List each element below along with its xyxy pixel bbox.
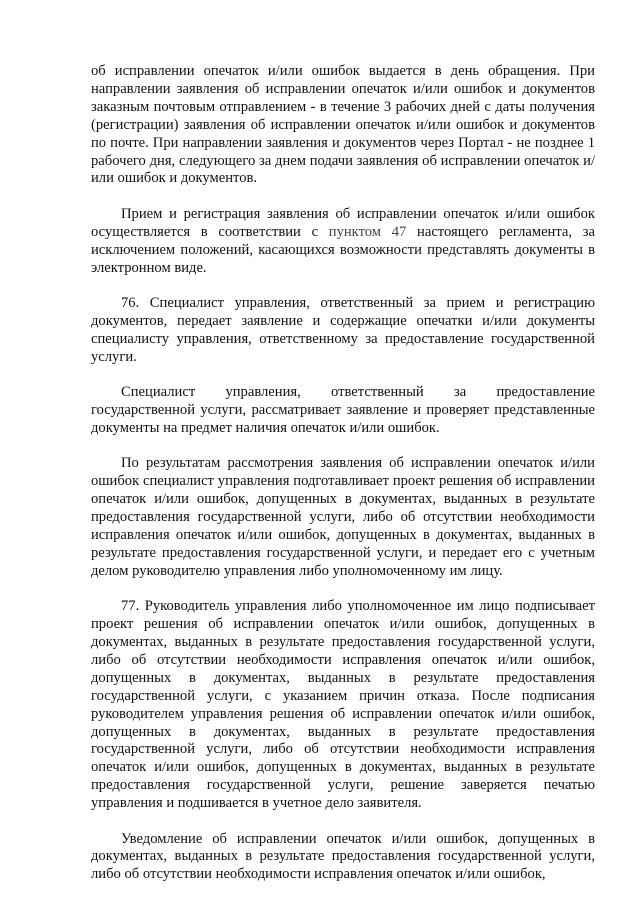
- paragraph-1: об исправлении опечаток и/или ошибок выдается в день обращения. При направлении заявления об исправлении опечаток и/или ошибок и документов заказным почтовым отправлением - в течение 3 рабочих дней с даты получения (регистрации) заявления об исправлении опечаток и/или ошибок и документов по почте. При направлении заявления и документов через Портал - не позднее 1 рабочего дня, следующего за днем подачи заявления об исправлении опечаток и/или ошибок и документов.: [91, 63, 595, 187]
- paragraph-2: [91, 206, 595, 278]
- paragraph-2-text-before: Прием и регистрация заявления об исправлении опечаток и/или ошибок осуществляется в соответствии с: [91, 205, 595, 240]
- paragraph-3: 76. Специалист управления, ответственный за прием и регистрацию документов, передает заявление и содержащие опечатки и/или документы специалисту управления, ответственному за предоставление государственной услуги.: [91, 294, 595, 365]
- paragraph-5: По результатам рассмотрения заявления об исправлении опечаток и/или ошибок специалист управления подготавливает проект решения об исправлении опечаток и/или ошибок, допущенных в документах, выданных в результате предоставления государственной услуги, либо об отсутствии необходимости исправления опечаток и/или ошибок, допущенных в документах, выданных в результате предоставления государственной услуги, и передает его с учетным делом руководителю управления либо уполномоченному им лицу.: [91, 455, 595, 579]
- document-body: [91, 63, 595, 884]
- paragraph-6: 77. Руководитель управления либо уполномоченное им лицо подписывает проект решения об исправлении опечаток и/или ошибок, допущенных в документах, выданных в результате предоставления государственной услуги, либо об отсутствии необходимости исправления опечаток и/или ошибок, допущенных в документах, выданных в результате предоставления государственной услуги, с указанием причин отказа. После подписания руководителем управления решения об исправлении опечаток и/или ошибок, допущенных в документах, выданных в результате предоставления государственной услуги, либо об отсутствии необходимости исправления опечаток и/или ошибок, допущенных в документах, выданных в результате предоставления государственной услуги, решение заверяется печатью управления и подшивается в учетное дело заявителя.: [91, 598, 595, 812]
- paragraph-4: Специалист управления, ответственный за предоставление государственной услуги, рассматривает заявление и проверяет представленные документы на предмет наличия опечаток и/или ошибок.: [91, 384, 595, 436]
- paragraph-7: Уведомление об исправлении опечаток и/или ошибок, допущенных в документах, выданных в результате предоставления государственной услуги, либо об отсутствии необходимости исправления опечаток и/или ошибок,: [91, 830, 595, 883]
- clause-47-link[interactable]: пунктом 47: [328, 223, 407, 240]
- paragraph-2-text-after: настоящего регламента, за исключением положений, касающихся возможности представлять документы в электронном виде.: [91, 223, 595, 276]
